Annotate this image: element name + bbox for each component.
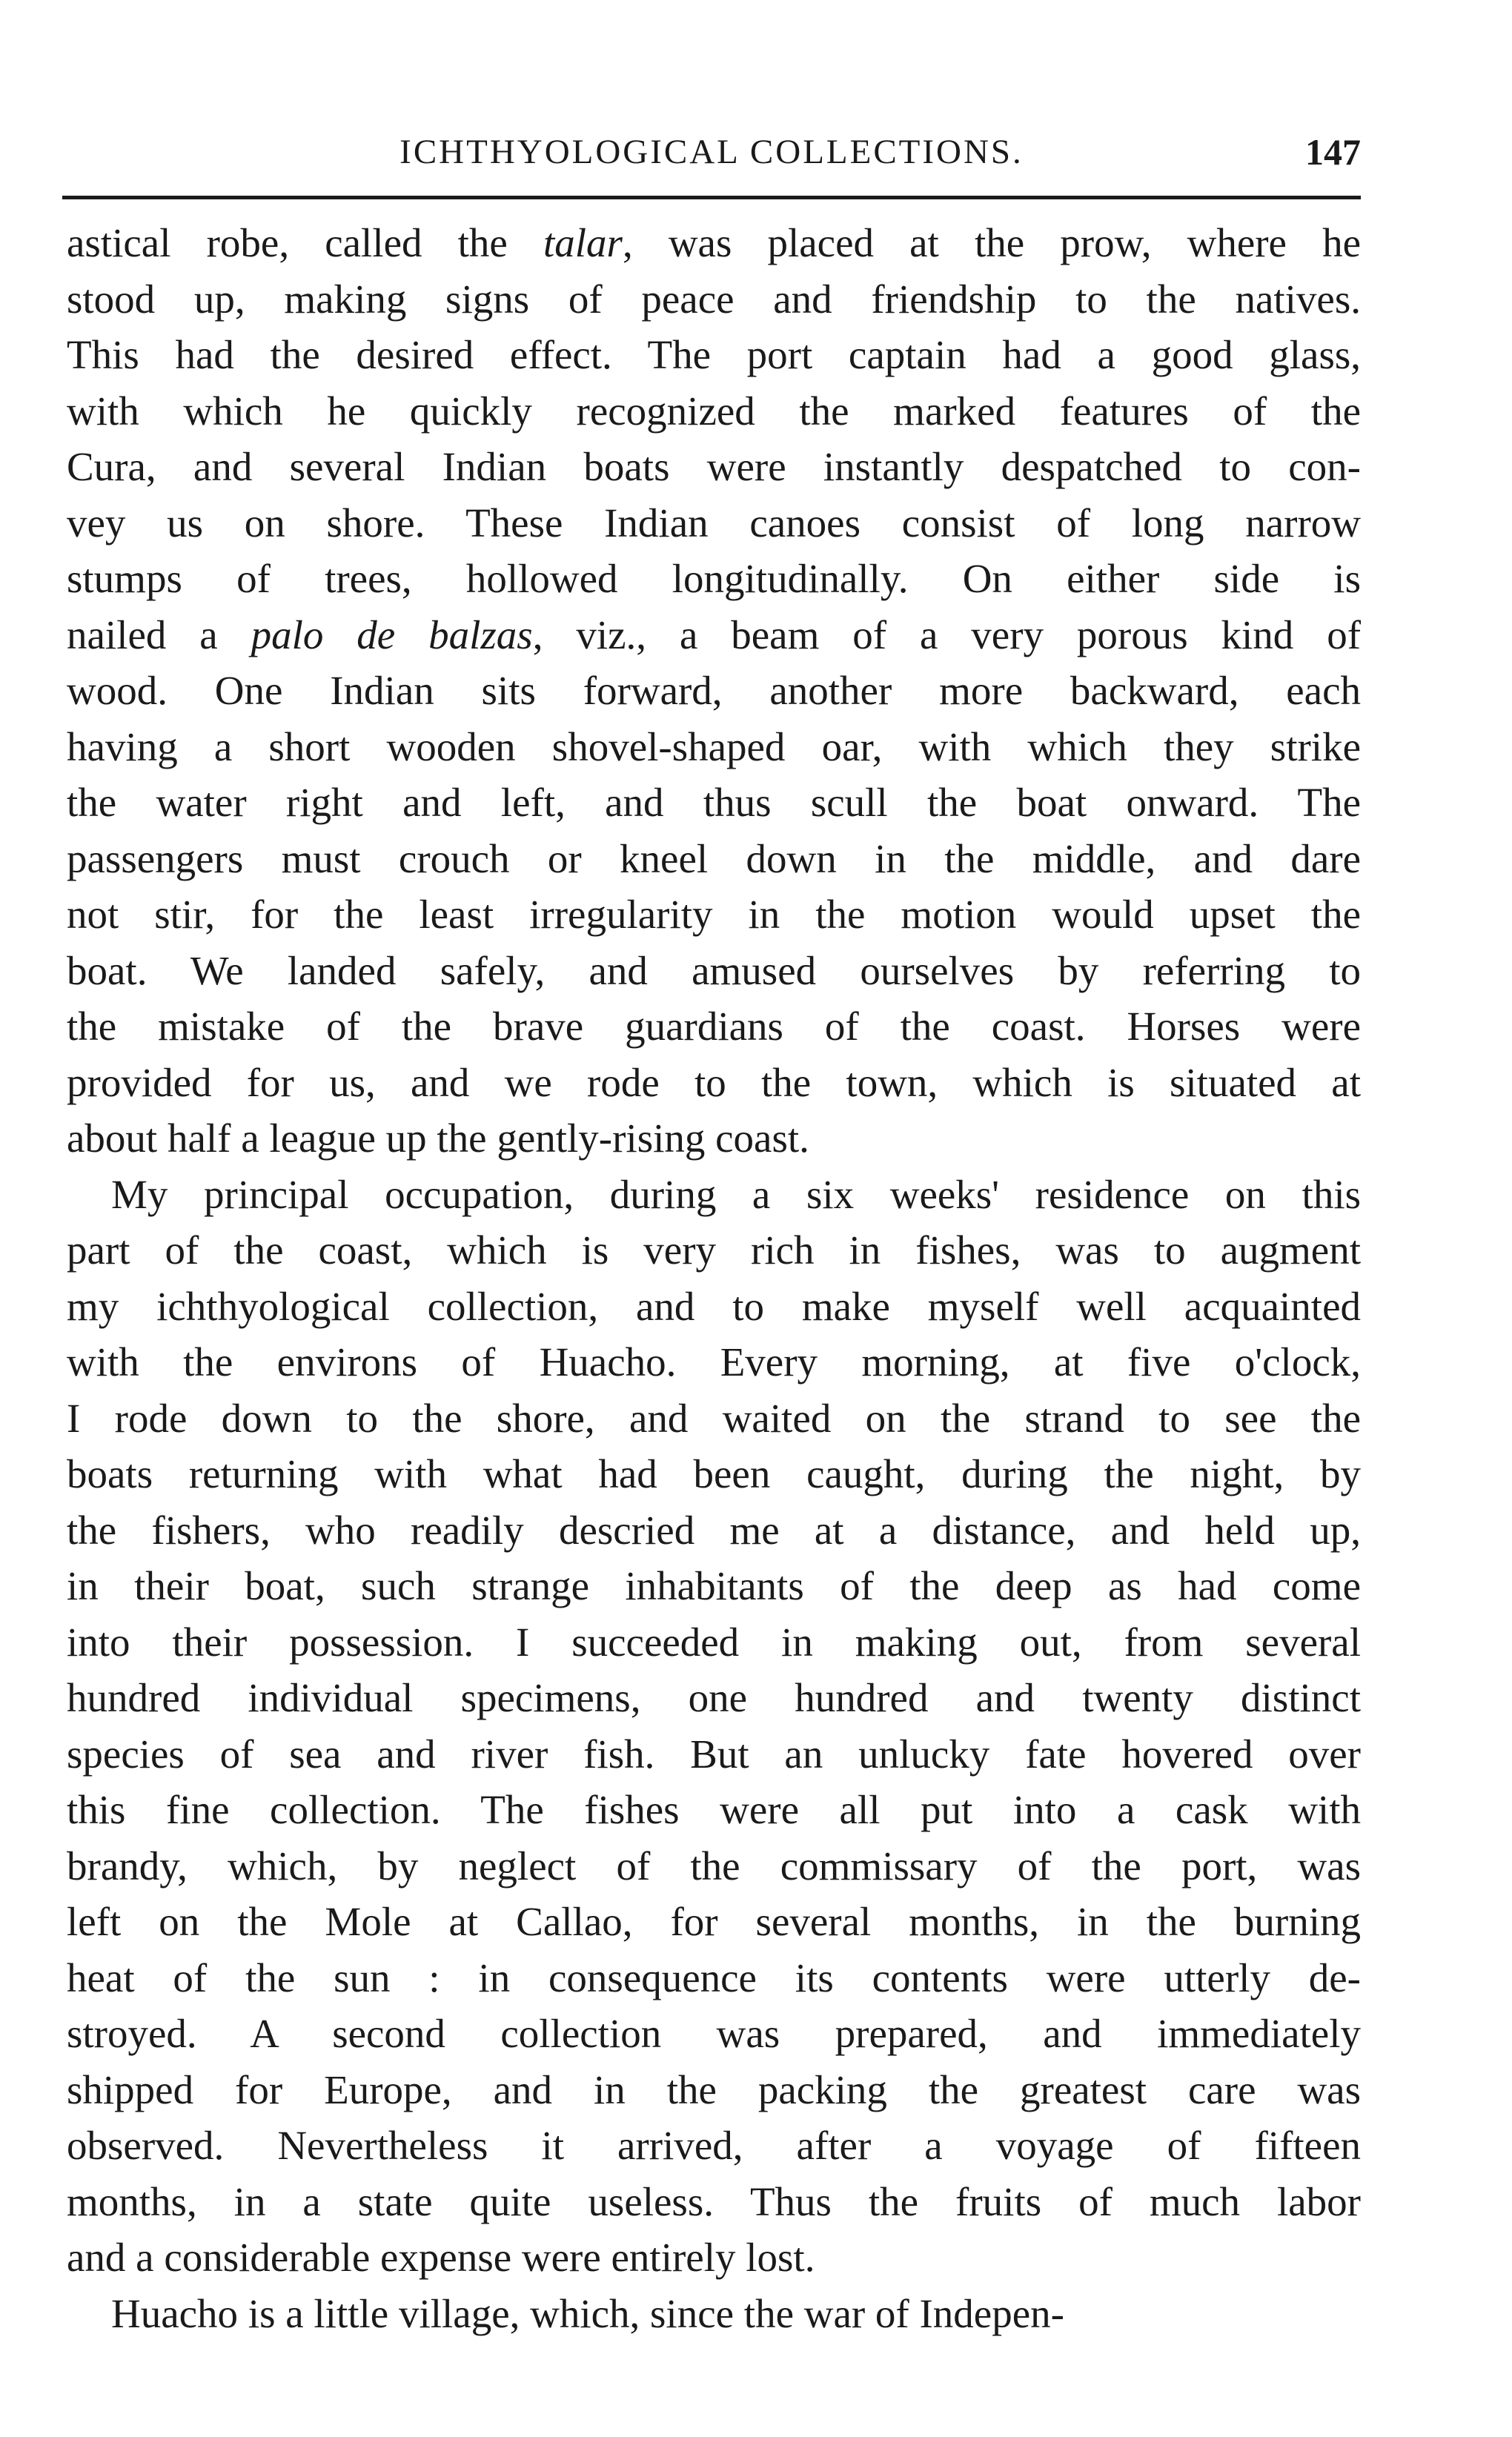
text-span: This had the desired effect. The port captain had a good glass, bbox=[67, 332, 1361, 377]
text-span: brandy, which, by neglect of the commissary of the port, was bbox=[67, 1843, 1361, 1889]
text-line bbox=[67, 1558, 1361, 1614]
text-span: in their boat, such strange inhabitants of the deep as had come bbox=[67, 1563, 1361, 1608]
text-line bbox=[67, 1950, 1361, 2006]
text-line bbox=[67, 1614, 1361, 1671]
text-span: boats returning with what had been caught, during the night, by bbox=[67, 1451, 1361, 1496]
text-span: part of the coast, which is very rich in fishes, was to augment bbox=[67, 1227, 1361, 1273]
text-span: with the environs of Huacho. Every morning, at five o'clock, bbox=[67, 1339, 1361, 1385]
text-line bbox=[67, 2118, 1361, 2174]
text-span: Cura, and several Indian boats were instantly despatched to con- bbox=[67, 444, 1361, 489]
text-span: provided for us, and we rode to the town, which is situated at bbox=[67, 1059, 1361, 1105]
text-line bbox=[67, 1167, 1361, 1223]
text-span: Huacho is a little village, which, since the war of Indepen- bbox=[111, 2290, 1064, 2336]
italic-term: talar bbox=[543, 220, 623, 265]
text-line bbox=[67, 439, 1361, 495]
text-line bbox=[67, 1222, 1361, 1279]
text-line bbox=[67, 2229, 1361, 2286]
text-line bbox=[67, 1390, 1361, 1447]
text-line bbox=[67, 495, 1361, 551]
text-line bbox=[67, 1279, 1361, 1335]
text-span: boat. We landed safely, and amused ourselves by referring to bbox=[67, 947, 1361, 993]
text-span: stood up, making signs of peace and friendship to the natives. bbox=[67, 276, 1361, 322]
body-text bbox=[67, 215, 1361, 2341]
text-line bbox=[67, 1838, 1361, 1894]
header-rule bbox=[62, 196, 1361, 199]
text-line bbox=[67, 1446, 1361, 1502]
text-span: into their possession. I succeeded in making out, from several bbox=[67, 1619, 1361, 1665]
text-line bbox=[67, 719, 1361, 775]
running-head bbox=[62, 122, 1361, 182]
text-line bbox=[67, 327, 1361, 383]
text-span: , viz., a beam of a very porous kind of bbox=[532, 611, 1361, 657]
page-number: 147 bbox=[1305, 131, 1361, 173]
text-line bbox=[67, 2174, 1361, 2230]
text-line bbox=[67, 1726, 1361, 1783]
paragraph bbox=[67, 2286, 1361, 2342]
text-line bbox=[67, 607, 1361, 663]
text-span: shipped for Europe, and in the packing the greatest care was bbox=[67, 2066, 1361, 2112]
text-line bbox=[67, 1055, 1361, 1111]
text-span: the fishers, who readily descried me at a distance, and held up, bbox=[67, 1507, 1361, 1553]
text-line bbox=[67, 998, 1361, 1055]
text-line bbox=[67, 2006, 1361, 2062]
text-line bbox=[67, 1894, 1361, 1950]
text-span: hundred individual specimens, one hundred and twenty distinct bbox=[67, 1675, 1361, 1720]
text-span: this fine collection. The fishes were all put into a cask with bbox=[67, 1787, 1361, 1832]
text-line bbox=[67, 2062, 1361, 2118]
text-span: not stir, for the least irregularity in the motion would upset the bbox=[67, 892, 1361, 937]
text-span: My principal occupation, during a six weeks' residence on this bbox=[111, 1171, 1361, 1217]
text-line bbox=[67, 383, 1361, 440]
text-span: the water right and left, and thus scull the boat onward. The bbox=[67, 780, 1361, 825]
paragraph bbox=[67, 1167, 1361, 2286]
text-span: astical robe, called the bbox=[67, 220, 543, 265]
text-span: with which he quickly recognized the marked features of the bbox=[67, 388, 1361, 434]
text-line bbox=[67, 1110, 1361, 1167]
text-span: , was placed at the prow, where he bbox=[622, 220, 1361, 265]
text-line bbox=[67, 1334, 1361, 1390]
text-line bbox=[67, 1502, 1361, 1559]
text-span: vey us on shore. These Indian canoes consist of long narrow bbox=[67, 500, 1361, 546]
text-span: stumps of trees, hollowed longitudinally. On either side is bbox=[67, 556, 1361, 601]
text-span: the mistake of the brave guardians of the coast. Horses were bbox=[67, 1004, 1361, 1049]
text-line bbox=[67, 215, 1361, 271]
paragraph bbox=[67, 215, 1361, 1167]
text-span: my ichthyological collection, and to make myself well acquainted bbox=[67, 1283, 1361, 1329]
text-line bbox=[67, 1782, 1361, 1838]
text-span: species of sea and river fish. But an unlucky fate hovered over bbox=[67, 1731, 1361, 1777]
text-line bbox=[67, 271, 1361, 328]
text-span: observed. Nevertheless it arrived, after a voyage of fifteen bbox=[67, 2123, 1361, 2168]
text-span: having a short wooden shovel-shaped oar, with which they strike bbox=[67, 723, 1361, 769]
running-title: ICHTHYOLOGICAL COLLECTIONS. bbox=[399, 133, 1024, 171]
text-line bbox=[67, 1670, 1361, 1726]
text-span: nailed a bbox=[67, 611, 251, 657]
text-line bbox=[67, 943, 1361, 999]
text-span: and a considerable expense were entirely lost. bbox=[67, 2235, 815, 2280]
text-span: passengers must crouch or kneel down in the middle, and dare bbox=[67, 835, 1361, 881]
text-line bbox=[67, 886, 1361, 943]
text-line bbox=[67, 2286, 1361, 2342]
text-line bbox=[67, 831, 1361, 887]
text-span: stroyed. A second collection was prepared, and immediately bbox=[67, 2011, 1361, 2056]
text-span: months, in a state quite useless. Thus the fruits of much labor bbox=[67, 2178, 1361, 2224]
text-line bbox=[67, 775, 1361, 831]
text-span: about half a league up the gently-rising coast. bbox=[67, 1115, 809, 1161]
text-line bbox=[67, 551, 1361, 607]
text-span: left on the Mole at Callao, for several months, in the burning bbox=[67, 1899, 1361, 1944]
text-line bbox=[67, 663, 1361, 719]
text-span: I rode down to the shore, and waited on the strand to see the bbox=[67, 1395, 1361, 1441]
text-span: heat of the sun : in consequence its contents were utterly de- bbox=[67, 1954, 1361, 2000]
italic-term: palo de balzas bbox=[251, 611, 533, 657]
text-span: wood. One Indian sits forward, another more backward, each bbox=[67, 668, 1361, 713]
